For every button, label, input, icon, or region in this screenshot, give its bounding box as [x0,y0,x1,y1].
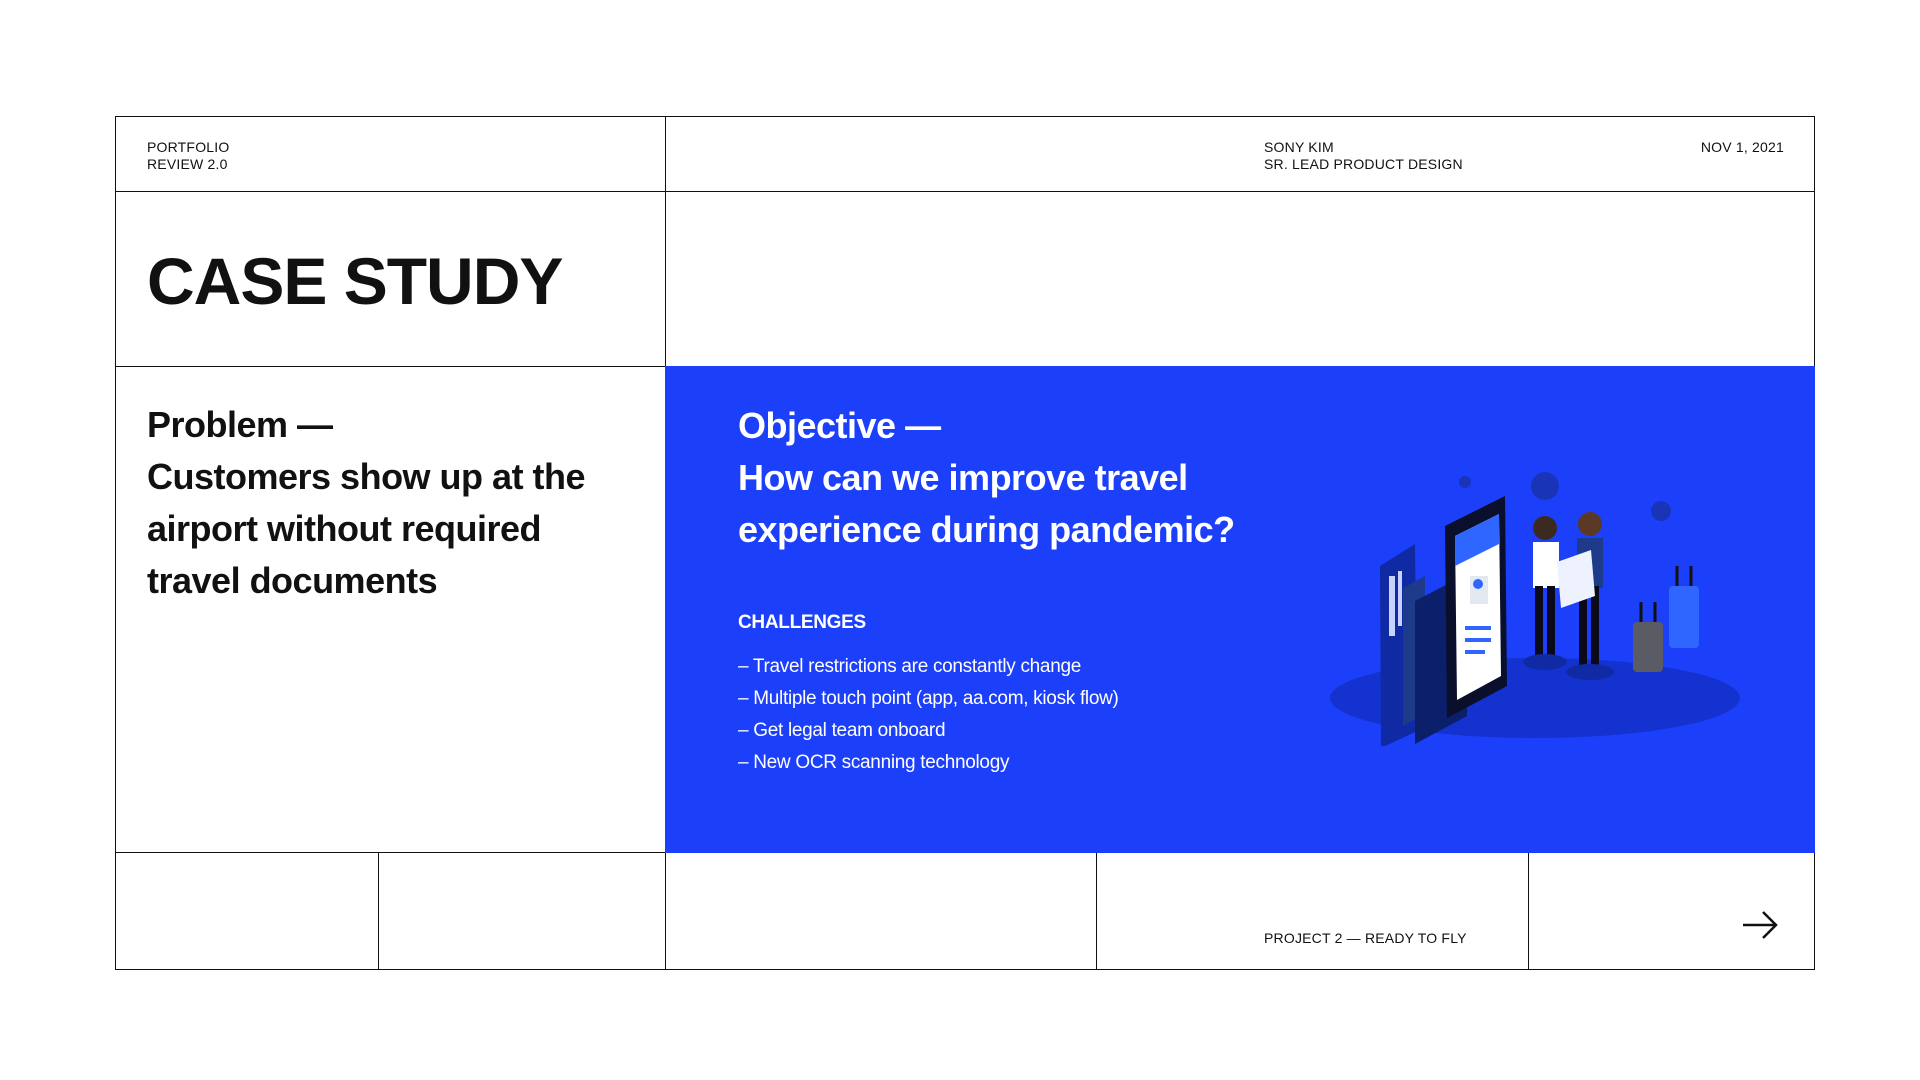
luggage-icon [1633,566,1699,672]
travel-illustration [1295,426,1775,746]
portfolio-label [147,139,229,173]
portfolio-line-2: REVIEW 2.0 [147,156,228,172]
grid-line [378,852,379,969]
grid-line [116,191,1814,192]
phone-icon [1445,496,1507,718]
traveler-figure [1557,512,1614,680]
problem-line: Customers show up at the [147,456,586,497]
problem-heading: Problem — [147,404,333,445]
list-item: – Travel restrictions are constantly change [738,656,1081,677]
problem-line: travel documents [147,560,438,601]
problem-statement [147,399,652,607]
problem-line: airport without required [147,508,542,549]
slide-date: NOV 1, 2021 [1700,139,1784,155]
portfolio-line-1: PORTFOLIO [147,139,230,155]
challenges-list [738,651,1119,779]
author-block [1264,139,1463,173]
author-title: SR. LEAD PRODUCT DESIGN [1264,156,1463,172]
list-item: – New OCR scanning technology [738,752,1010,773]
challenges-title: CHALLENGES [738,612,866,633]
objective-statement [738,400,1338,556]
list-item: – Get legal team onboard [738,720,946,741]
grid-line [1528,852,1529,969]
page-title: CASE STUDY [147,244,563,318]
list-item: – Multiple touch point (app, aa.com, kiosk flow) [738,688,1119,709]
objective-panel [665,366,1815,853]
arrow-right-icon[interactable] [1740,905,1780,945]
objective-heading: Objective — [738,405,941,446]
project-label: PROJECT 2 — READY TO FLY [1264,930,1467,946]
author-name: SONY KIM [1264,139,1334,155]
grid-line [1096,852,1097,969]
objective-line: How can we improve travel [738,457,1188,498]
objective-line: experience during pandemic? [738,509,1235,550]
